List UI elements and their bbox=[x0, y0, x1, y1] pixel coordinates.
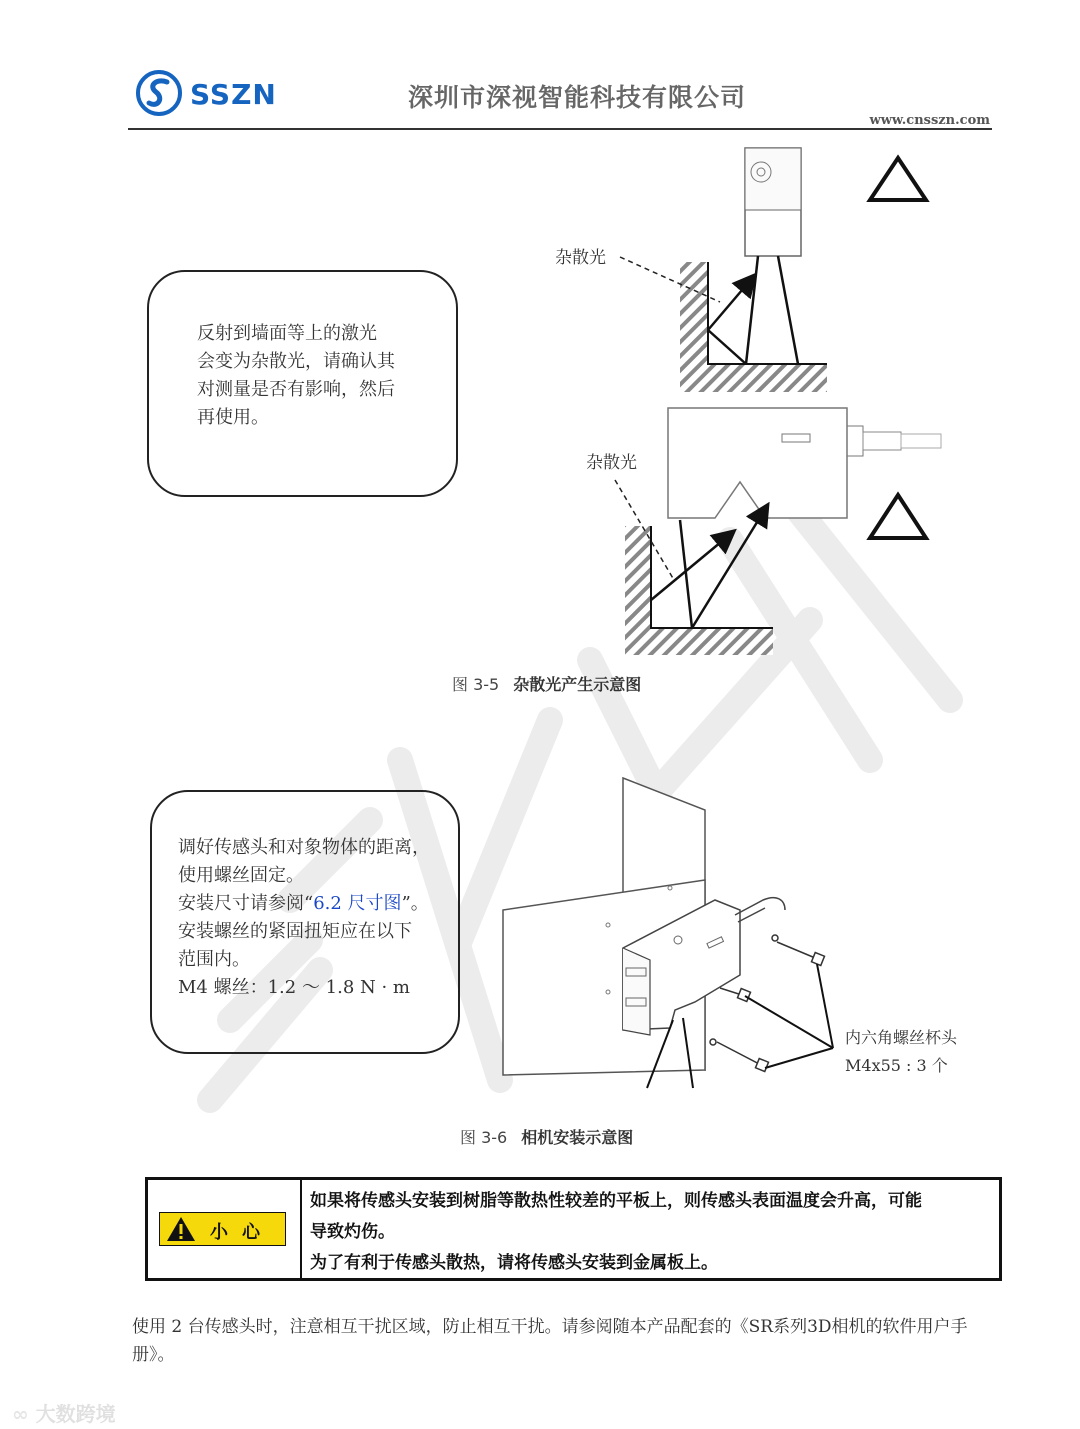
screw-label-type: 内六角螺丝杯头 bbox=[845, 1028, 958, 1047]
figure2-note-line: 安装螺丝的紧固扭矩应在以下 bbox=[178, 921, 412, 942]
figure2-caption-number: 图 3-6 bbox=[460, 1128, 508, 1147]
caution-badge-label: 小心 bbox=[210, 1222, 274, 1243]
company-logo-icon bbox=[136, 70, 182, 116]
figure1-caption-number: 图 3-5 bbox=[452, 675, 500, 694]
company-name: 深圳市深视智能科技有限公司 bbox=[408, 83, 747, 112]
figure2-caption bbox=[460, 1125, 633, 1148]
figure1-note-line: 对测量是否有影响，然后 bbox=[197, 379, 395, 400]
logo-text: SSZN bbox=[190, 78, 277, 111]
figure2-note-line: 调好传感头和对象物体的距离， bbox=[178, 837, 430, 858]
footer-brand-icon: ∞ bbox=[12, 1402, 36, 1426]
warning-triangle-icon bbox=[166, 1216, 196, 1242]
figure1-note-line: 再使用。 bbox=[197, 407, 269, 428]
header-divider bbox=[128, 128, 992, 130]
figure2-ref-prefix: 安装尺寸请参阅“ bbox=[178, 893, 314, 914]
stray-light-label-top: 杂散光 bbox=[555, 248, 606, 268]
figure2-note-box bbox=[150, 790, 460, 1054]
body-paragraph: 使用 2 台传感头时，注意相互干扰区域，防止相互干扰。请参阅随本产品配套的《SR系列3D相机的软件用户手册》。 bbox=[132, 1317, 968, 1365]
stray-light-diagram bbox=[540, 140, 960, 670]
figure1-caption bbox=[452, 672, 641, 695]
figure1-caption-text: 杂散光产生示意图 bbox=[513, 675, 642, 694]
website-url[interactable]: www.cnsszn.com bbox=[869, 113, 990, 128]
torque-spec: M4 螺丝：1.2 ～ 1.8 N · m bbox=[178, 977, 411, 998]
caution-line: 为了有利于传感头散热，请将传感头安装到金属板上。 bbox=[310, 1253, 718, 1273]
camera-mounting-diagram bbox=[495, 770, 845, 1100]
figure1-note-box bbox=[147, 270, 458, 497]
footer-brand-text: 大数跨境 bbox=[35, 1402, 116, 1426]
figure2-note-line: 范围内。 bbox=[178, 949, 250, 970]
stray-light-label-bottom: 杂散光 bbox=[586, 453, 637, 473]
caution-line: 导致灼伤。 bbox=[310, 1222, 395, 1242]
figure2-note-line: 使用螺丝固定。 bbox=[178, 865, 304, 886]
caution-text bbox=[310, 1186, 1000, 1279]
figure2-ref-suffix: ”。 bbox=[401, 893, 429, 914]
caution-label-cell bbox=[148, 1180, 302, 1278]
dimension-drawing-link[interactable]: 6.2 尺寸图 bbox=[313, 893, 402, 914]
figure2-ref-line bbox=[178, 890, 458, 918]
figure1-note-line: 会变为杂散光，请确认其 bbox=[197, 351, 395, 372]
caution-line: 如果将传感头安装到树脂等散热性较差的平板上，则传感头表面温度会升高，可能 bbox=[310, 1191, 922, 1211]
screw-label-spec: M4x55 : 3 个 bbox=[845, 1056, 948, 1075]
figure1-note-line: 反射到墙面等上的激光 bbox=[197, 323, 377, 344]
caution-table bbox=[145, 1177, 1002, 1281]
footer-brand bbox=[12, 1398, 116, 1427]
caution-badge bbox=[159, 1212, 286, 1246]
figure2-caption-text: 相机安装示意图 bbox=[521, 1128, 634, 1147]
